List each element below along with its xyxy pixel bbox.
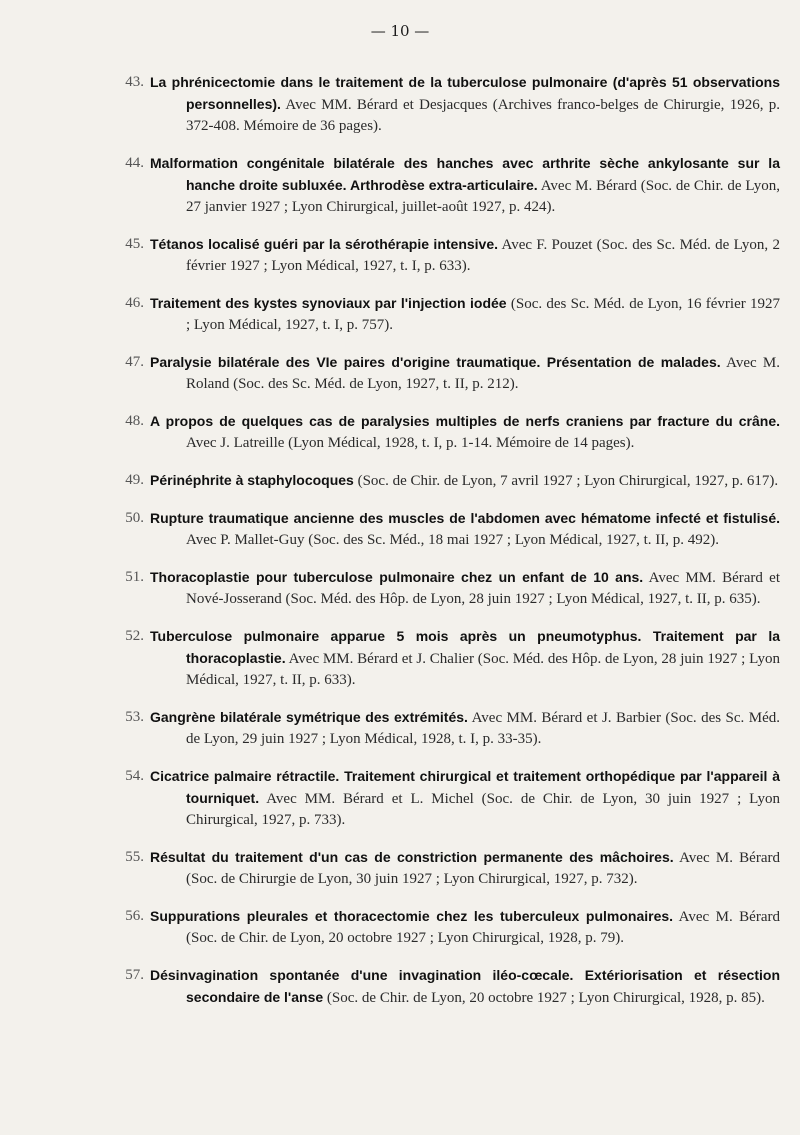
entry-title: Thoracoplastie pour tuberculose pulmonaire chez un enfant de 10 ans. [150,569,644,585]
bibliography-entry [0,906,800,949]
entry-number: 55. [125,849,144,865]
entry-number: 53. [125,709,144,725]
entry-reference: (Soc. de Chir. de Lyon, 20 octobre 1927 ; Lyon Chirurgical, 1928, p. 85). [326,990,765,1006]
entry-reference: (Soc. des Sc. Méd. de Lyon, 16 février 1927 ; Lyon Médical, 1927, t. I, p. 757). [186,296,780,333]
bibliography-list [0,72,800,1025]
entry-reference: Avec M. Bérard (Soc. de Chir. de Lyon, 27 janvier 1927 ; Lyon Chirurgical, juillet-août 1927, p. 424). [186,178,780,215]
entry-reference: Avec M. Bérard (Soc. de Chir. de Lyon, 20 octobre 1927 ; Lyon Chirurgical, 1928, p. 79). [186,909,780,946]
entry-number: 54. [125,768,144,784]
entry-title: Résultat du traitement d'un cas de constriction permanente des mâchoires. [150,849,674,865]
entry-number: 49. [125,472,144,488]
entry-reference: Avec M. Roland (Soc. des Sc. Méd. de Lyon, 1927, t. II, p. 212). [186,355,780,392]
entry-reference: Avec MM. Bérard et J. Barbier (Soc. des Sc. Méd. de Lyon, 29 juin 1927 ; Lyon Médical, 1928, t. I, p. 33-35). [186,710,780,747]
entry-title: Tuberculose pulmonaire apparue 5 mois après un pneumotyphus. Traitement par la thoracoplastie. [150,628,780,666]
entry-reference: Avec MM. Bérard et Nové-Josserand (Soc. Méd. des Hôp. de Lyon, 28 juin 1927 ; Lyon Médical, 1927, t. II, p. 635). [186,570,780,607]
entry-title: A propos de quelques cas de paralysies multiples de nerfs craniens par fracture du crâne. [150,413,780,429]
entry-number: 52. [125,628,144,644]
entry-title: Suppurations pleurales et thoracectomie chez les tuberculeux pulmonaires. [150,908,674,924]
bibliography-entry [0,847,800,890]
entry-number: 47. [125,354,144,370]
entry-title: Périnéphrite à staphylocoques [150,472,354,488]
entry-number: 44. [125,155,144,171]
bibliography-entry [0,508,800,551]
entry-title: Tétanos localisé guéri par la sérothérapie intensive. [150,236,499,252]
entry-reference: Avec MM. Bérard et Desjacques (Archives franco-belges de Chirurgie, 1926, p. 372-408. Mémoire de 36 pages). [186,97,780,134]
entry-number: 46. [125,295,144,311]
entry-title: Désinvagination spontanée d'une invagination iléo-cœcale. Extériorisation et résection secondaire de l'anse [150,967,780,1005]
entry-reference: Avec M. Bérard (Soc. de Chirurgie de Lyon, 30 juin 1927 ; Lyon Chirurgical, 1927, p. 732). [186,850,780,887]
entry-reference: Avec MM. Bérard et L. Michel (Soc. de Chir. de Lyon, 30 juin 1927 ; Lyon Chirurgical, 1927, p. 733). [186,791,780,828]
bibliography-entry [0,72,800,137]
bibliography-entry [0,411,800,454]
entry-reference: Avec F. Pouzet (Soc. des Sc. Méd. de Lyon, 2 février 1927 ; Lyon Médical, 1927, t. I, p. 633). [186,237,780,274]
entry-title: Paralysie bilatérale des VIe paires d'origine traumatique. Présentation de malades. [150,354,721,370]
entry-title: Malformation congénitale bilatérale des hanches avec arthrite sèche ankylosante sur la hanche droite subluxée. Arthrodèse extra-articulaire. [150,155,780,193]
entry-number: 56. [125,908,144,924]
entry-title: Gangrène bilatérale symétrique des extrémités. [150,709,468,725]
page-number: — 10 — [370,22,430,40]
entry-title: La phrénicectomie dans le traitement de la tuberculose pulmonaire (d'après 51 observations personnelles). [150,74,780,112]
entry-reference: (Soc. de Chir. de Lyon, 7 avril 1927 ; Lyon Chirurgical, 1927, p. 617). [357,473,779,489]
entry-number: 43. [125,74,144,90]
bibliography-entry [0,153,800,218]
entry-reference: Avec P. Mallet-Guy (Soc. des Sc. Méd., 18 mai 1927 ; Lyon Médical, 1927, t. II, p. 492). [186,532,719,548]
bibliography-entry [0,234,800,277]
bibliography-entry [0,352,800,395]
entry-number: 50. [125,510,144,526]
bibliography-entry [0,470,800,492]
entry-number: 57. [125,967,144,983]
entry-number: 51. [125,569,144,585]
entry-reference: Avec MM. Bérard et J. Chalier (Soc. Méd. des Hôp. de Lyon, 28 juin 1927 ; Lyon Médical, 1927, t. II, p. 633). [186,651,780,688]
entry-number: 48. [125,413,144,429]
bibliography-entry [0,965,800,1009]
bibliography-entry [0,707,800,750]
entry-number: 45. [125,236,144,252]
bibliography-entry [0,567,800,610]
entry-reference: Avec J. Latreille (Lyon Médical, 1928, t. I, p. 1-14. Mémoire de 14 pages). [186,435,635,451]
entry-title: Rupture traumatique ancienne des muscles de l'abdomen avec hématome infecté et fistulisé. [150,510,780,526]
bibliography-entry [0,766,800,831]
bibliography-entry [0,626,800,691]
bibliography-entry [0,293,800,336]
entry-title: Traitement des kystes synoviaux par l'injection iodée [150,295,507,311]
entry-title: Cicatrice palmaire rétractile. Traitement chirurgical et traitement orthopédique par l'appareil à tourniquet. [150,768,780,806]
